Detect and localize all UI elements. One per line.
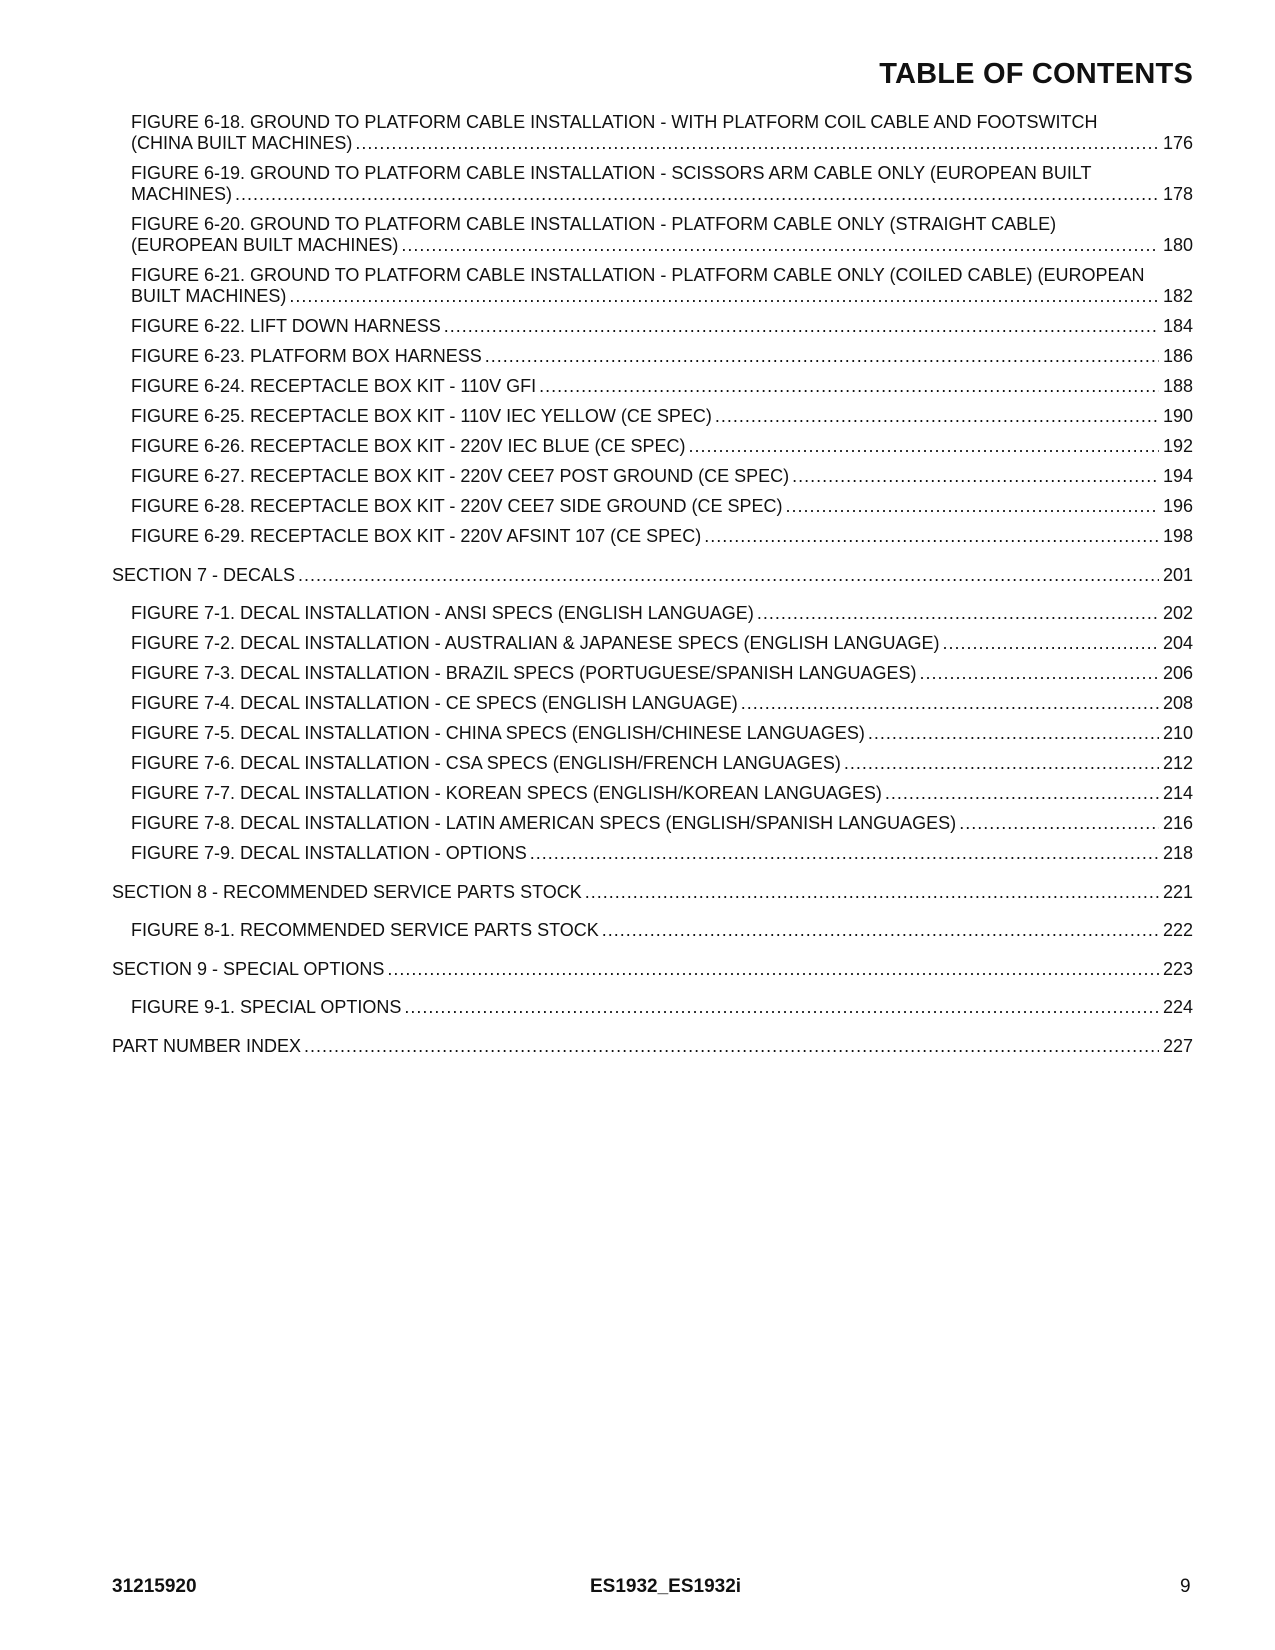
toc-entry-page-number: 214 [1162, 783, 1193, 803]
toc-entry-page-number: 190 [1162, 406, 1193, 426]
toc-entry-row [131, 436, 1193, 457]
dot-leader [844, 753, 1159, 774]
dot-leader [704, 526, 1159, 547]
toc-figure-entry[interactable] [112, 813, 1193, 834]
toc-entry-row [112, 565, 1193, 586]
footer-doc-number: 31215920 [112, 1576, 197, 1597]
toc-entry-title: PART NUMBER INDEX [112, 1036, 302, 1056]
toc-entry-row [131, 783, 1193, 804]
toc-entry-page-number: 194 [1162, 466, 1193, 486]
toc-entry-page-number: 210 [1162, 723, 1193, 743]
toc-entry-title: FIGURE 7-8. DECAL INSTALLATION - LATIN AMERICAN SPECS (ENGLISH/SPANISH LANGUAGES) [131, 813, 957, 833]
toc-entry-row [131, 184, 1193, 205]
toc-entry-page-number: 186 [1162, 346, 1193, 366]
dot-leader [920, 663, 1159, 684]
toc-entry-row [131, 843, 1193, 864]
toc-entry-page-number: 222 [1162, 920, 1193, 940]
toc-entry-title: (CHINA BUILT MACHINES) [131, 133, 353, 153]
toc-entry-row [131, 346, 1193, 367]
dot-leader [715, 406, 1159, 427]
dot-leader [741, 693, 1159, 714]
toc-entry-row [131, 496, 1193, 517]
toc-entry-title-line: FIGURE 6-20. GROUND TO PLATFORM CABLE INSTALLATION - PLATFORM CABLE ONLY (STRAIGHT CABLE) [131, 214, 1057, 234]
dot-leader [304, 1036, 1159, 1057]
toc-entry-row [131, 723, 1193, 744]
toc-entry-page-number: 204 [1162, 633, 1193, 653]
dot-leader [355, 133, 1159, 154]
toc-entry-page-number: 176 [1162, 133, 1193, 153]
toc-entry-page-number: 201 [1162, 565, 1193, 585]
toc-figure-entry[interactable] [112, 265, 1193, 307]
toc-entry-row [131, 813, 1193, 834]
toc-entry-row [131, 133, 1193, 154]
toc-entry-row [131, 316, 1193, 337]
dot-leader [943, 633, 1159, 654]
toc-entry-row [112, 959, 1193, 980]
toc-entry-title: FIGURE 8-1. RECOMMENDED SERVICE PARTS STOCK [131, 920, 599, 940]
dot-leader [689, 436, 1159, 457]
toc-figure-entry[interactable] [112, 753, 1193, 774]
toc-entry-row [131, 663, 1193, 684]
toc-figure-entry[interactable] [112, 663, 1193, 684]
toc-figure-entry[interactable] [112, 436, 1193, 457]
toc-figure-entry[interactable] [112, 843, 1193, 864]
toc-title: TABLE OF CONTENTS [879, 58, 1193, 90]
toc-entry-page-number: 227 [1162, 1036, 1193, 1056]
toc-entry-page-number: 224 [1162, 997, 1193, 1017]
dot-leader [868, 723, 1159, 744]
toc-figure-entry[interactable] [112, 693, 1193, 714]
toc-entry-title: FIGURE 6-29. RECEPTACLE BOX KIT - 220V AFSINT 107 (CE SPEC) [131, 526, 702, 546]
dot-leader [885, 783, 1159, 804]
dot-leader [404, 997, 1159, 1018]
dot-leader [289, 286, 1159, 307]
toc-list [112, 112, 1193, 1057]
dot-leader [235, 184, 1159, 205]
toc-entry-title: FIGURE 6-27. RECEPTACLE BOX KIT - 220V CEE7 POST GROUND (CE SPEC) [131, 466, 790, 486]
toc-figure-entry[interactable] [112, 214, 1193, 256]
dot-leader [387, 959, 1159, 980]
toc-entry-title: FIGURE 9-1. SPECIAL OPTIONS [131, 997, 402, 1017]
toc-figure-entry[interactable] [112, 603, 1193, 624]
dot-leader [539, 376, 1159, 397]
toc-entry-row [131, 376, 1193, 397]
dot-leader [485, 346, 1159, 367]
toc-entry-row [131, 526, 1193, 547]
toc-entry-page-number: 192 [1162, 436, 1193, 456]
dot-leader [792, 466, 1159, 487]
footer-model: ES1932_ES1932i [590, 1576, 742, 1597]
dot-leader [530, 843, 1159, 864]
toc-figure-entry[interactable] [112, 633, 1193, 654]
toc-entry-title: FIGURE 7-5. DECAL INSTALLATION - CHINA SPECS (ENGLISH/CHINESE LANGUAGES) [131, 723, 865, 743]
toc-entry-title: MACHINES) [131, 184, 233, 204]
toc-entry-title: FIGURE 6-23. PLATFORM BOX HARNESS [131, 346, 482, 366]
dot-leader [401, 235, 1159, 256]
toc-entry-title-line: FIGURE 6-18. GROUND TO PLATFORM CABLE INSTALLATION - WITH PLATFORM COIL CABLE AND FOOTSWITCH [131, 112, 1098, 132]
toc-entry-row [131, 997, 1193, 1018]
toc-entry-page-number: 202 [1162, 603, 1193, 623]
toc-entry-row [131, 753, 1193, 774]
toc-entry-title-line: FIGURE 6-21. GROUND TO PLATFORM CABLE INSTALLATION - PLATFORM CABLE ONLY (COILED CABLE) (EUROPEAN [131, 265, 1145, 285]
toc-entry-row [131, 235, 1193, 256]
toc-figure-entry[interactable] [112, 316, 1193, 337]
toc-entry-page-number: 188 [1162, 376, 1193, 396]
toc-entry-title: FIGURE 7-7. DECAL INSTALLATION - KOREAN SPECS (ENGLISH/KOREAN LANGUAGES) [131, 783, 882, 803]
toc-entry-title: FIGURE 7-1. DECAL INSTALLATION - ANSI SPECS (ENGLISH LANGUAGE) [131, 603, 754, 623]
toc-entry-page-number: 221 [1162, 882, 1193, 902]
toc-entry-row [131, 466, 1193, 487]
dot-leader [757, 603, 1159, 624]
toc-figure-entry[interactable] [112, 406, 1193, 427]
toc-entry-page-number: 216 [1162, 813, 1193, 833]
toc-section-entry[interactable] [112, 1036, 1193, 1057]
toc-entry-title: FIGURE 7-9. DECAL INSTALLATION - OPTIONS [131, 843, 527, 863]
toc-entry-page-number: 178 [1162, 184, 1193, 204]
toc-entry-page-number: 180 [1162, 235, 1193, 255]
toc-entry-row [112, 1036, 1193, 1057]
toc-figure-entry[interactable] [112, 163, 1193, 205]
toc-entry-page-number: 198 [1162, 526, 1193, 546]
toc-entry-title: FIGURE 6-24. RECEPTACLE BOX KIT - 110V GFI [131, 376, 537, 396]
toc-entry-title: FIGURE 6-28. RECEPTACLE BOX KIT - 220V CEE7 SIDE GROUND (CE SPEC) [131, 496, 783, 516]
toc-entry-row [131, 693, 1193, 714]
toc-figure-entry[interactable] [112, 526, 1193, 547]
toc-entry-title: SECTION 7 - DECALS [112, 565, 296, 585]
toc-figure-entry[interactable] [112, 376, 1193, 397]
toc-entry-title: FIGURE 7-6. DECAL INSTALLATION - CSA SPECS (ENGLISH/FRENCH LANGUAGES) [131, 753, 841, 773]
dot-leader [786, 496, 1159, 517]
dot-leader [444, 316, 1159, 337]
toc-entry-page-number: 206 [1162, 663, 1193, 683]
toc-entry-row [131, 920, 1193, 941]
toc-entry-page-number: 208 [1162, 693, 1193, 713]
toc-section-entry[interactable] [112, 959, 1193, 980]
toc-figure-entry[interactable] [112, 112, 1193, 154]
toc-entry-title: FIGURE 6-25. RECEPTACLE BOX KIT - 110V IEC YELLOW (CE SPEC) [131, 406, 712, 426]
toc-entry-row [131, 406, 1193, 427]
toc-entry-row [131, 633, 1193, 654]
toc-entry-page-number: 196 [1162, 496, 1193, 516]
toc-entry-row [112, 882, 1193, 903]
toc-section-entry[interactable] [112, 565, 1193, 586]
toc-entry-row [131, 286, 1193, 307]
toc-entry-title: SECTION 9 - SPECIAL OPTIONS [112, 959, 385, 979]
toc-figure-entry[interactable] [112, 920, 1193, 941]
dot-leader [585, 882, 1159, 903]
toc-figure-entry[interactable] [112, 496, 1193, 517]
toc-entry-page-number: 182 [1162, 286, 1193, 306]
toc-figure-entry[interactable] [112, 723, 1193, 744]
toc-entry-title: FIGURE 7-3. DECAL INSTALLATION - BRAZIL SPECS (PORTUGUESE/SPANISH LANGUAGES) [131, 663, 917, 683]
toc-entry-title: SECTION 8 - RECOMMENDED SERVICE PARTS STOCK [112, 882, 582, 902]
toc-entry-page-number: 184 [1162, 316, 1193, 336]
toc-entry-title: BUILT MACHINES) [131, 286, 287, 306]
toc-figure-entry[interactable] [112, 346, 1193, 367]
toc-figure-entry[interactable] [112, 997, 1193, 1018]
toc-entry-page-number: 212 [1162, 753, 1193, 773]
toc-entry-page-number: 218 [1162, 843, 1193, 863]
toc-entry-title-line: FIGURE 6-19. GROUND TO PLATFORM CABLE INSTALLATION - SCISSORS ARM CABLE ONLY (EUROPEAN BUILT [131, 163, 1092, 183]
toc-entry-title: FIGURE 7-4. DECAL INSTALLATION - CE SPECS (ENGLISH LANGUAGE) [131, 693, 738, 713]
toc-entry-title: (EUROPEAN BUILT MACHINES) [131, 235, 399, 255]
dot-leader [602, 920, 1159, 941]
dot-leader [959, 813, 1159, 834]
footer-page-number: 9 [1180, 1576, 1191, 1597]
toc-figure-entry[interactable] [112, 466, 1193, 487]
toc-entry-title: FIGURE 7-2. DECAL INSTALLATION - AUSTRALIAN & JAPANESE SPECS (ENGLISH LANGUAGE) [131, 633, 940, 653]
toc-figure-entry[interactable] [112, 783, 1193, 804]
toc-entry-row [131, 603, 1193, 624]
toc-entry-title: FIGURE 6-22. LIFT DOWN HARNESS [131, 316, 441, 336]
dot-leader [298, 565, 1159, 586]
toc-entry-page-number: 223 [1162, 959, 1193, 979]
toc-entry-title: FIGURE 6-26. RECEPTACLE BOX KIT - 220V IEC BLUE (CE SPEC) [131, 436, 686, 456]
toc-section-entry[interactable] [112, 882, 1193, 903]
